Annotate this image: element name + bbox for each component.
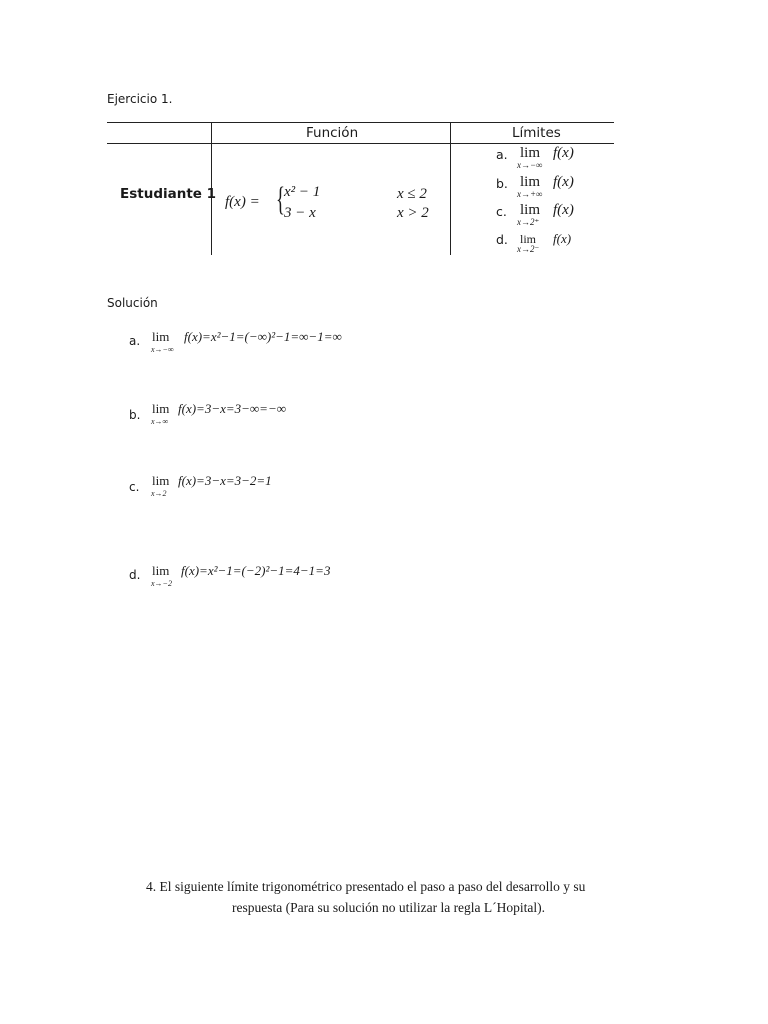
solution-expression: f(x)=x²−1=(−2)²−1=4−1=3 (181, 563, 331, 578)
limit-function: f(x) (553, 174, 574, 190)
limit-subscript: x→2 (151, 489, 167, 498)
limit-operator: lim (520, 145, 541, 161)
limit-label: d. (496, 232, 508, 247)
limit-subscript: x→+∞ (517, 189, 543, 199)
solution-expression: f(x)=x²−1=(−∞)²−1=∞−1=∞ (184, 329, 342, 344)
case2-condition: x > 2 (397, 205, 429, 221)
left-brace: { (276, 181, 285, 218)
limit-subscript: x→−2 (151, 579, 172, 588)
limit-operator: lim (520, 174, 541, 190)
case2-expression: 3 − x (284, 205, 316, 221)
solution-label: a. (129, 334, 141, 348)
student-label: Estudiante 1 (120, 186, 217, 202)
case1-expression: x² − 1 (284, 184, 321, 200)
limit-operator: lim (520, 232, 537, 246)
table-top-border (107, 122, 614, 123)
solution-label: b. (129, 408, 141, 422)
limit-operator: lim (152, 563, 170, 578)
limit-subscript: x→∞ (151, 417, 169, 426)
table-column-divider (450, 122, 451, 255)
limit-subscript: x→−∞ (151, 345, 174, 354)
limit-function: f(x) (553, 202, 574, 218)
limit-operator: lim (520, 202, 541, 218)
header-limites: Límites (512, 125, 561, 141)
solution-title: Solución (107, 296, 158, 310)
limit-function: f(x) (553, 145, 574, 161)
question-text: 4. El siguiente límite trigonométrico presentado el paso a paso del desarrollo y su (146, 879, 586, 894)
header-funcion: Función (306, 125, 359, 141)
solution-label: d. (129, 568, 141, 582)
solution-label: c. (129, 480, 140, 494)
limit-label: b. (496, 176, 508, 191)
limit-label: a. (496, 147, 508, 162)
exercise-title: Ejercicio 1. (107, 92, 173, 106)
limit-label: c. (496, 204, 507, 219)
limit-operator: lim (152, 473, 170, 488)
table-header-border (107, 143, 614, 144)
function-lhs: f(x) = (225, 194, 260, 210)
limit-subscript: x→−∞ (517, 160, 543, 170)
limit-subscript: x→2⁺ (517, 217, 540, 227)
solution-expression: f(x)=3−x=3−∞=−∞ (178, 401, 286, 416)
solution-expression: f(x)=3−x=3−2=1 (178, 473, 272, 488)
limit-operator: lim (152, 401, 170, 416)
limit-subscript: x→2⁻ (517, 244, 540, 254)
limit-operator: lim (152, 329, 170, 344)
limit-function: f(x) (553, 231, 572, 246)
question-text-continued: respuesta (Para su solución no utilizar la regla L´Hopital). (232, 900, 546, 915)
case1-condition: x ≤ 2 (397, 186, 427, 202)
